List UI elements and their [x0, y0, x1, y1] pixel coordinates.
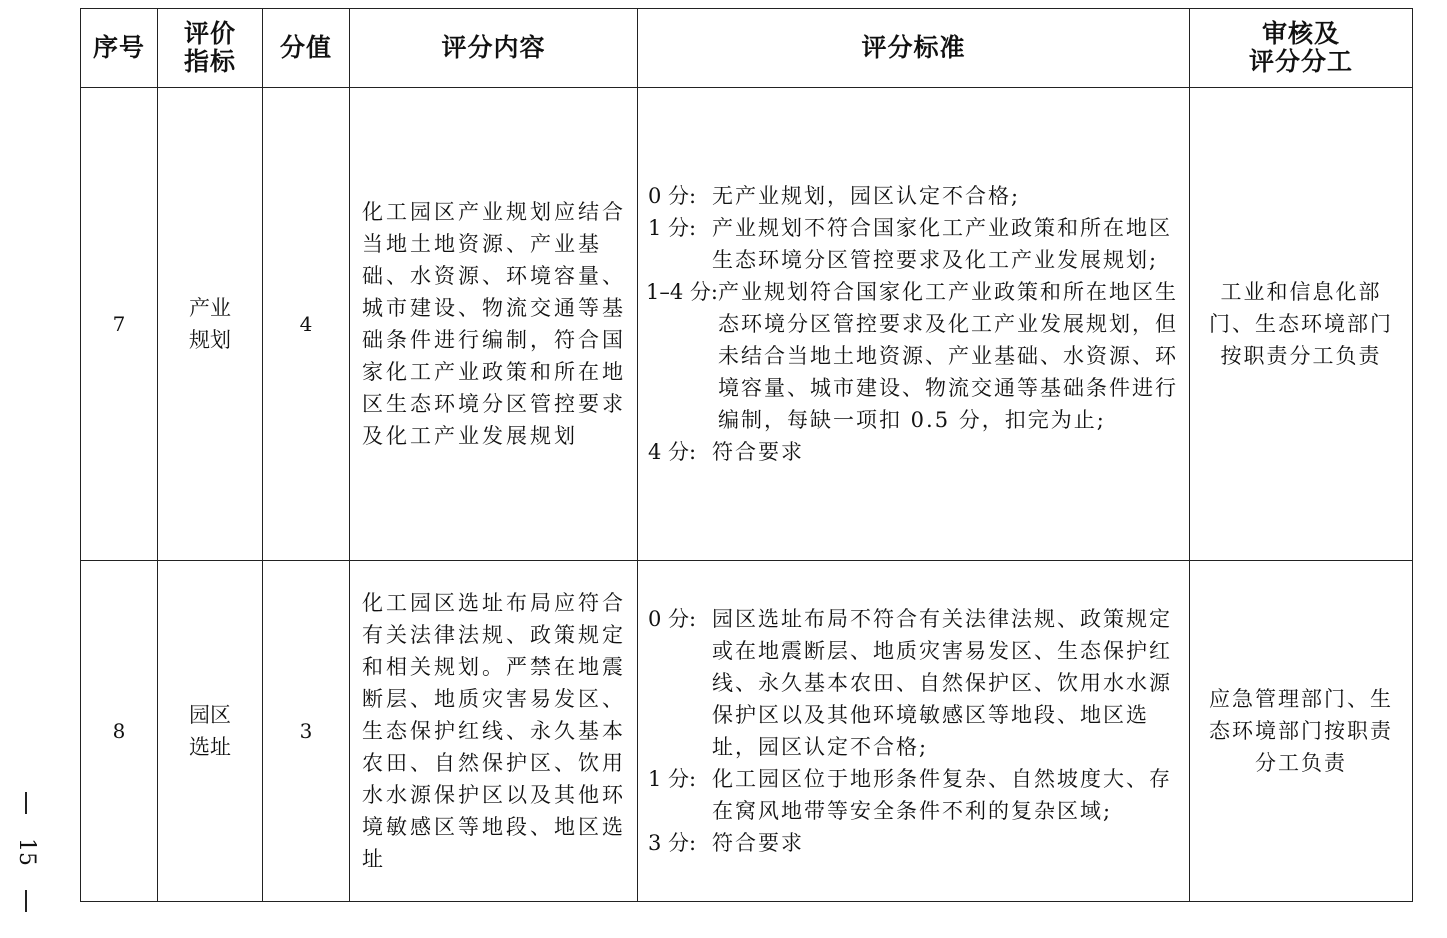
scoring-table: [80, 8, 1413, 902]
criteria-text: 化工园区位于地形条件复杂、自然坡度大、存在窝风地带等安全条件不利的复杂区域;: [712, 767, 1172, 823]
criteria-text: 产业规划符合国家化工产业政策和所在地区生态环境分区管控要求及化工产业发展规划，但未结合当地土地资源、产业基础、水资源、环境容量、城市建设、物流交通等基础条件进行编制，每缺一项扣 0.5 分，扣完为止;: [717, 280, 1178, 432]
header-indicator-line1: 评价: [183, 19, 236, 48]
criteria-item: [648, 212, 1185, 276]
row-criteria: [638, 88, 1190, 561]
row-indicator: [158, 88, 263, 561]
row-score: 3: [263, 561, 350, 902]
criteria-score-key: 3 分:: [648, 831, 697, 855]
criteria-text: 符合要求: [712, 440, 804, 464]
header-indicator: [158, 9, 263, 88]
header-review: [1190, 9, 1413, 88]
row-indicator-line1: 园区: [189, 703, 231, 727]
page-number-value: 15: [14, 838, 39, 866]
page-number: [6, 792, 46, 912]
row-seq: 8: [81, 561, 158, 902]
row-score: 4: [263, 88, 350, 561]
page-number-dash-top: [25, 792, 27, 814]
criteria-score-key: 1 分:: [648, 216, 697, 240]
row-indicator-line1: 产业: [189, 296, 231, 320]
criteria-text: 符合要求: [712, 831, 804, 855]
row-indicator-line2: 选址: [189, 735, 231, 759]
row-seq: 7: [81, 88, 158, 561]
header-score: 分值: [263, 9, 350, 88]
criteria-item: [648, 603, 1185, 763]
criteria-score-key: 1–4 分:: [646, 280, 718, 304]
criteria-item: [648, 827, 1185, 859]
criteria-item: [648, 276, 1185, 436]
criteria-item: [648, 180, 1185, 212]
table-row: [81, 561, 1413, 902]
criteria-score-key: 0 分:: [648, 607, 697, 631]
criteria-score-key: 1 分:: [648, 767, 697, 791]
header-row: [81, 9, 1413, 88]
row-indicator: [158, 561, 263, 902]
header-indicator-line2: 指标: [183, 47, 236, 76]
page-number-dash-bottom: [25, 890, 27, 912]
criteria-text: 园区选址布局不符合有关法律法规、政策规定或在地震断层、地质灾害易发区、生态保护红线、永久基本农田、自然保护区、饮用水水源保护区以及其他环境敏感区等地段、地区选址，园区认定不合格;: [712, 607, 1172, 759]
row-indicator-line2: 规划: [189, 328, 231, 352]
criteria-item: [648, 436, 1185, 468]
row-responsibility: 工业和信息化部门、生态环境部门按职责分工负责: [1190, 88, 1413, 561]
header-review-line2: 评分分工: [1248, 47, 1353, 76]
criteria-item: [648, 763, 1185, 827]
row-criteria: [638, 561, 1190, 902]
row-content: 化工园区产业规划应结合当地土地资源、产业基础、水资源、环境容量、城市建设、物流交通等基础条件进行编制，符合国家化工产业政策和所在地区生态环境分区管控要求及化工产业发展规划: [350, 88, 638, 561]
row-responsibility: 应急管理部门、生态环境部门按职责分工负责: [1190, 561, 1413, 902]
criteria-score-key: 0 分:: [648, 184, 697, 208]
criteria-text: 产业规划不符合国家化工产业政策和所在地区生态环境分区管控要求及化工产业发展规划;: [712, 216, 1172, 272]
criteria-score-key: 4 分:: [648, 440, 697, 464]
header-review-line1: 审核及: [1261, 19, 1340, 48]
criteria-text: 无产业规划，园区认定不合格;: [712, 184, 1021, 208]
header-content: 评分内容: [350, 9, 638, 88]
row-content: 化工园区选址布局应符合有关法律法规、政策规定和相关规划。严禁在地震断层、地质灾害易发区、生态保护红线、永久基本农田、自然保护区、饮用水水源保护区以及其他环境敏感区等地段、地区选址: [350, 561, 638, 902]
table-row: [81, 88, 1413, 561]
header-criteria: 评分标准: [638, 9, 1190, 88]
header-seq: 序号: [81, 9, 158, 88]
